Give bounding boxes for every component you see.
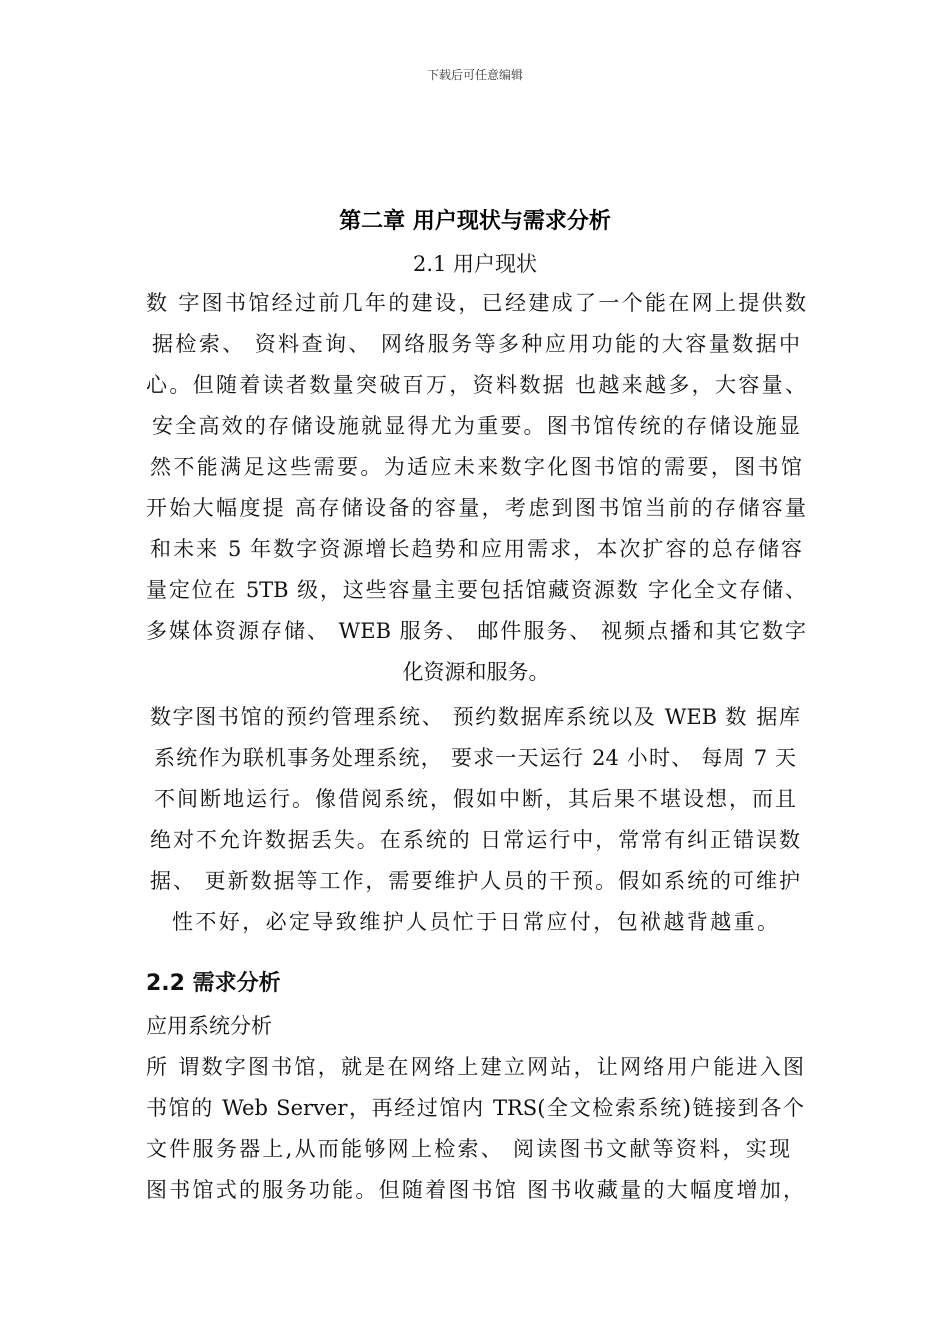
text-line: 然不能满足这些需要。为适应未来数字化图书馆的需要，图书馆 <box>150 455 802 479</box>
text-line: 图书馆式的服务功能。但随着图书馆 图书收藏量的大幅度增加， <box>146 1178 804 1202</box>
text-line: 据检索、 资料查询、 网络服务等多种应用功能的大容量数据中 <box>152 332 800 356</box>
section-heading-2-2: 2.2 需求分析 <box>146 971 281 996</box>
page-header: 下载后可任意编辑 <box>426 68 523 82</box>
text-line: 开始大幅度提 高存储设备的容量，考虑到图书馆当前的存储容量 <box>146 496 806 520</box>
text-line: 据、 更新数据等工作，需要维护人员的干预。假如系统的可维护 <box>150 869 800 893</box>
text-line: 安全高效的存储设施就显得尤为重要。图书馆传统的存储设施显 <box>152 414 800 438</box>
text-line: 绝对不允许数据丢失。在系统的 日常运行中，常常有纠正错误数 <box>150 828 800 852</box>
text-line: 性不好，必定导致维护人员忙于日常应付，包袱越背越重。 <box>172 910 778 934</box>
text-line: 书馆的 Web Server，再经过馆内 TRS(全文检索系统)链接到各个 <box>146 1096 804 1120</box>
paragraph-application-analysis <box>146 1047 804 1211</box>
paragraph-current-status <box>146 283 806 693</box>
text-line: 数字图书馆的预约管理系统、 预约数据库系统以及 WEB 数 据库 <box>150 705 800 729</box>
text-line: 文件服务器上,从而能够网上检索、 阅读图书文献等资料，实现 <box>146 1137 790 1161</box>
text-line: 不间断地运行。像借阅系统，假如中断，其后果不堪设想，而且 <box>154 787 796 811</box>
text-line: 和未来 5 年数字资源增长趋势和应用需求，本次扩容的总存储容 <box>150 537 802 561</box>
chapter-title: 第二章 用户现状与需求分析 <box>339 209 611 234</box>
subheading-application-analysis: 应用系统分析 <box>146 1014 272 1038</box>
text-line: 量定位在 5TB 级，这些容量主要包括馆藏资源数 字化全文存储、 <box>146 578 806 602</box>
text-line: 多媒体资源存储、 WEB 服务、 邮件服务、 视频点播和其它数字 <box>146 619 806 643</box>
text-line: 心。但随着读者数量突破百万，资料数据 也越来越多，大容量、 <box>146 373 806 397</box>
text-line: 化资源和服务。 <box>402 660 550 684</box>
text-line: 数 字图书馆经过前几年的建设，已经建成了一个能在网上提供数 <box>146 291 806 315</box>
section-heading-2-1: 2.1 用户现状 <box>412 252 538 276</box>
text-line: 所 谓数字图书馆，就是在网络上建立网站，让网络用户能进入图 <box>146 1055 804 1079</box>
paragraph-system-requirements <box>150 697 800 943</box>
text-line: 系统作为联机事务处理系统， 要求一天运行 24 小时、 每周 7 天 <box>154 746 796 770</box>
